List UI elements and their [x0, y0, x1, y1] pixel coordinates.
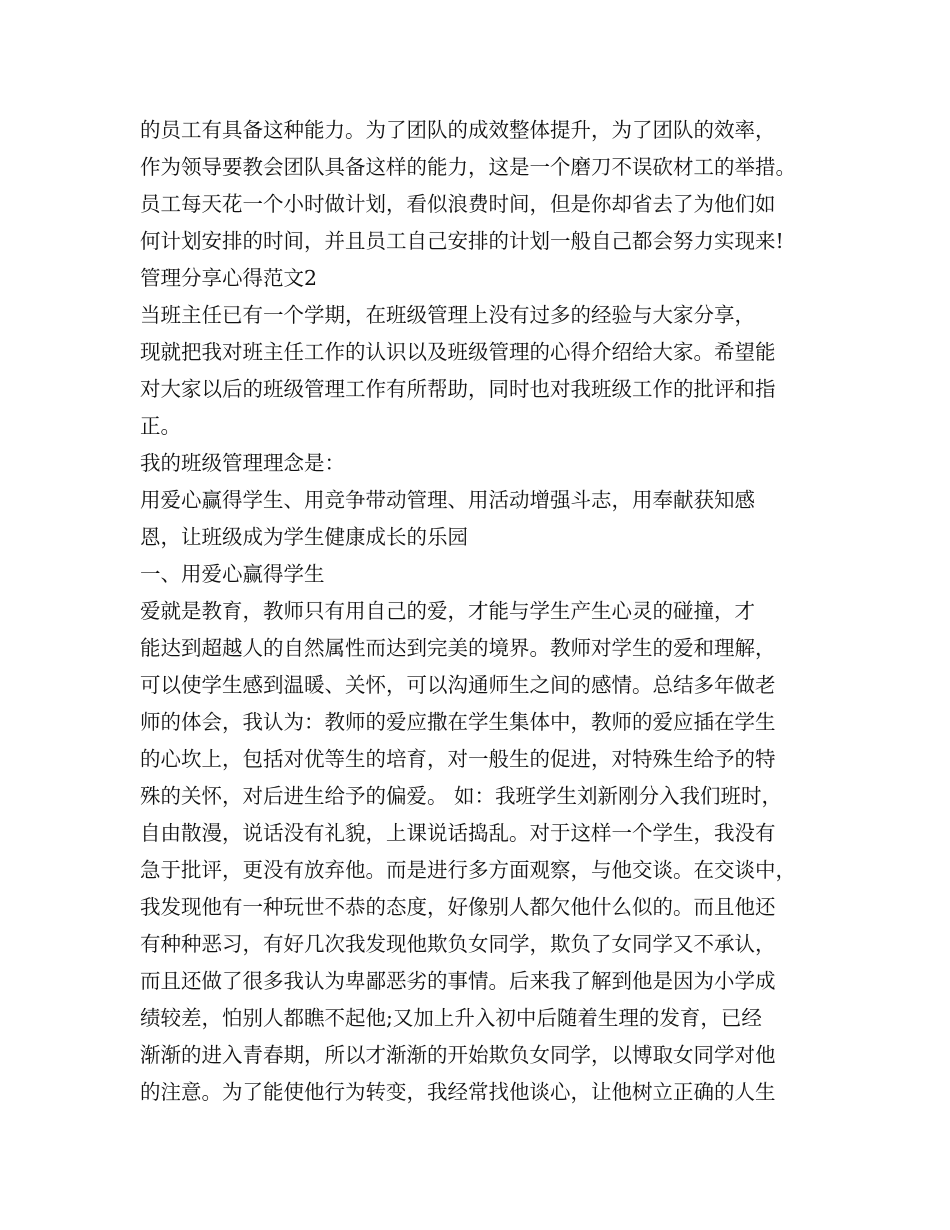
document-page: [140, 112, 830, 1111]
text-line: 而且还做了很多我认为卑鄙恶劣的事情。后来我了解到他是因为小学成: [140, 969, 776, 993]
text-line: 正。: [140, 414, 181, 438]
text-line: 恩，让班级成为学生健康成长的乐园: [140, 525, 468, 549]
text-line: 作为领导要教会团队具备这样的能力，这是一个磨刀不误砍材工的举措。: [140, 155, 796, 179]
text-line: 现就把我对班主任工作的认识以及班级管理的心得介绍给大家。希望能: [140, 340, 776, 364]
text-line: 绩较差，怕别人都瞧不起他;又加上升入初中后随着生理的发育，已经: [140, 1006, 762, 1030]
text-line: 当班主任已有一个学期，在班级管理上没有过多的经验与大家分享，: [140, 303, 755, 327]
text-line: 的员工有具备这种能力。为了团队的成效整体提升，为了团队的效率，: [140, 118, 776, 142]
text-line: 的注意。为了能使他行为转变，我经常找他谈心，让他树立正确的人生: [140, 1080, 776, 1104]
text-line: 爱就是教育，教师只有用自己的爱，才能与学生产生心灵的碰撞，才: [140, 599, 755, 623]
text-line: 我发现他有一种玩世不恭的态度，好像别人都欠他什么似的。而且他还: [140, 895, 776, 919]
text-line: 渐渐的进入青春期，所以才渐渐的开始欺负女同学，以博取女同学对他: [140, 1043, 776, 1067]
text-line: 自由散漫，说话没有礼貌，上课说话捣乱。对于这样一个学生，我没有: [140, 821, 776, 845]
section-heading: 管理分享心得范文2: [140, 266, 318, 290]
text-line: 员工每天花一个小时做计划，看似浪费时间，但是你却省去了为他们如: [140, 192, 776, 216]
text-line: 的心坎上，包括对优等生的培育，对一般生的促进，对特殊生给予的特: [140, 747, 776, 771]
text-line: 有种种恶习，有好几次我发现他欺负女同学，欺负了女同学又不承认，: [140, 932, 776, 956]
text-line: 急于批评，更没有放弃他。而是进行多方面观察，与他交谈。在交谈中，: [140, 858, 796, 882]
text-line: 用爱心赢得学生、用竞争带动管理、用活动增强斗志，用奉献获知感: [140, 488, 755, 512]
text-line: 何计划安排的时间，并且员工自己安排的计划一般自己都会努力实现来!: [140, 229, 784, 253]
text-line: 我的班级管理理念是：: [140, 451, 345, 475]
text-line: 可以使学生感到温暖、关怀，可以沟通师生之间的感情。总结多年做老: [140, 673, 776, 697]
subsection-heading: 一、用爱心赢得学生: [140, 562, 325, 586]
text-line: 殊的关怀，对后进生给予的偏爱。 如：我班学生刘新刚分入我们班时，: [140, 784, 783, 808]
text-line: 能达到超越人的自然属性而达到完美的境界。教师对学生的爱和理解，: [140, 636, 776, 660]
text-line: 师的体会，我认为：教师的爱应撒在学生集体中，教师的爱应插在学生: [140, 710, 776, 734]
text-line: 对大家以后的班级管理工作有所帮助，同时也对我班级工作的批评和指: [140, 377, 776, 401]
